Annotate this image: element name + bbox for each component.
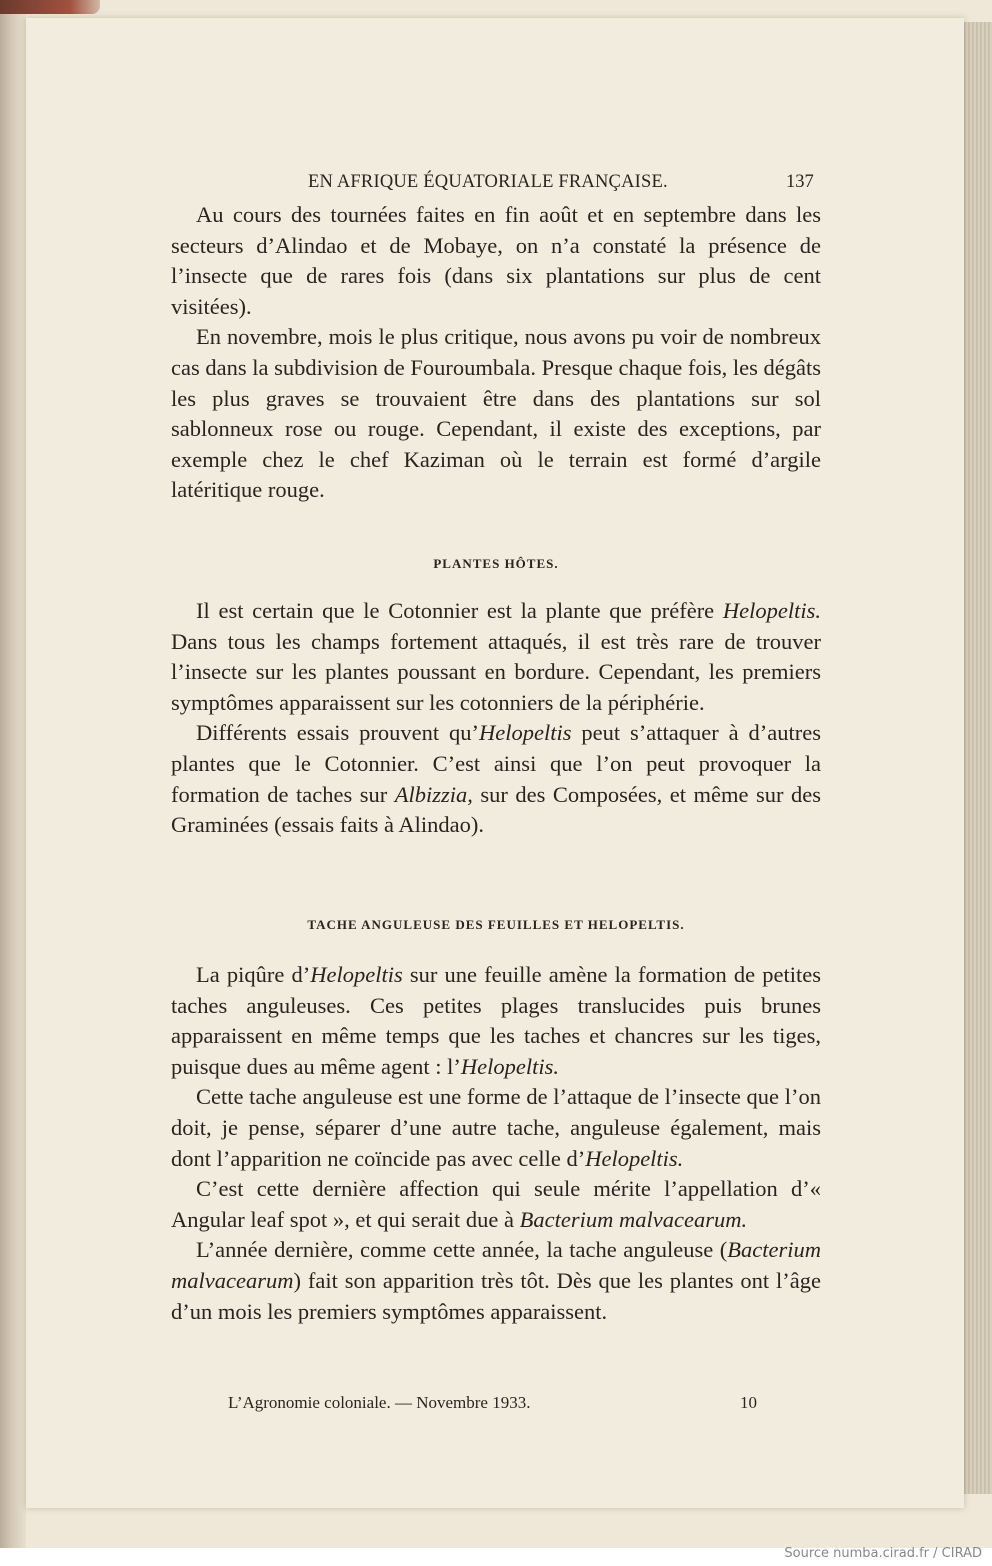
book-page: [26, 18, 964, 1508]
text-run: La piqûre d’: [196, 962, 311, 987]
text-run: Dans tous les champs fortement attaqués, il est très rare de trouver l’insecte sur les plantes poussant en bordure. Cependant, les premiers symptômes apparaissent sur les cotonniers de la périphérie.: [171, 628, 821, 715]
footer-signature-number: 10: [740, 1393, 757, 1412]
book-gutter: [0, 0, 26, 1548]
italic-run: Helopeltis.: [460, 1053, 560, 1079]
italic-run: Helopeltis.: [722, 598, 821, 623]
page-number: 137: [786, 172, 814, 192]
italic-run: Bacterium malvacearum.: [519, 1206, 748, 1232]
paragraph: Au cours des tournées faites en fin août et en septembre dans les secteurs d’Alindao et de Mobaye, on n’a constaté la présence de l’insecte que de rares fois (dans six plantations sur plus de cent visitées).: [171, 202, 821, 319]
bookmark-ribbon: [0, 0, 100, 14]
body-text-block-3: [171, 960, 821, 1327]
italic-run: Bacterium malvacearum: [171, 1237, 821, 1293]
text-run: C’est cette dernière affection qui seule mérite l’appellation d’« Angular leaf spot », et qui serait due à: [171, 1176, 821, 1232]
section-heading: PLANTES HÔTES.: [433, 556, 559, 571]
body-text-block-1: [171, 200, 821, 506]
text-run: Différents essais prouvent qu’: [196, 720, 479, 746]
footer-journal-title: L’Agronomie coloniale. — Novembre 1933.: [228, 1393, 531, 1412]
paragraph: [171, 718, 821, 840]
paragraph: [171, 960, 821, 1082]
text-run: Il est certain que le Cotonnier est la plante que préfère: [196, 598, 723, 623]
paragraph: [171, 1174, 821, 1235]
italic-run: Helopeltis: [310, 962, 403, 987]
source-credit: Source numba.cirad.fr / CIRAD: [784, 1546, 982, 1561]
paragraph: [171, 596, 821, 718]
paragraph: [171, 1082, 821, 1174]
italic-run: Helopeltis: [478, 720, 572, 746]
text-run: ) fait son apparition très tôt. Dès que les plantes ont l’âge d’un mois les premiers symptômes apparaissent.: [171, 1267, 821, 1324]
paragraph: En novembre, mois le plus critique, nous avons pu voir de nombreux cas dans la subdivision de Fouroumbala. Presque chaque fois, les dégâts les plus graves se trouvaient être dans des plantations sur sol sablonneux rose ou rouge. Cependant, il existe des exceptions, par exemple chez le chef Kaziman où le terrain est formé d’argile latéritique rouge.: [171, 324, 821, 503]
text-run: sur une feuille amène la formation de petites taches anguleuses. Ces petites plages translucides puis brunes apparaissent en même temps que les taches et chancres sur les tiges, puisque dues au même agent : l’: [171, 962, 821, 1079]
page-stack-edge: [962, 22, 992, 1494]
paragraph: [171, 1235, 821, 1327]
section-heading: TACHE ANGULEUSE DES FEUILLES ET HELOPELTIS.: [307, 917, 685, 932]
text-run: peut s’attaquer à d’autres plantes que le Cotonnier. C’est ainsi que l’on peut provoquer la formation de taches sur: [171, 720, 821, 807]
italic-run: Albizzia,: [394, 781, 473, 807]
text-run: Cette tache anguleuse est une forme de l’attaque de l’insecte que l’on doit, je pense, séparer d’une autre tache, anguleuse également, mais dont l’apparition ne coïncide pas avec celle d’: [171, 1084, 821, 1171]
running-title: EN AFRIQUE ÉQUATORIALE FRANÇAISE.: [308, 172, 668, 192]
body-text-block-2: [171, 596, 821, 841]
text-run: L’année dernière, comme cette année, la tache anguleuse (: [196, 1237, 728, 1263]
italic-run: Helopeltis.: [585, 1145, 684, 1171]
text-run: sur des Composées, et même sur des Graminées (essais faits à Alindao).: [171, 781, 821, 838]
